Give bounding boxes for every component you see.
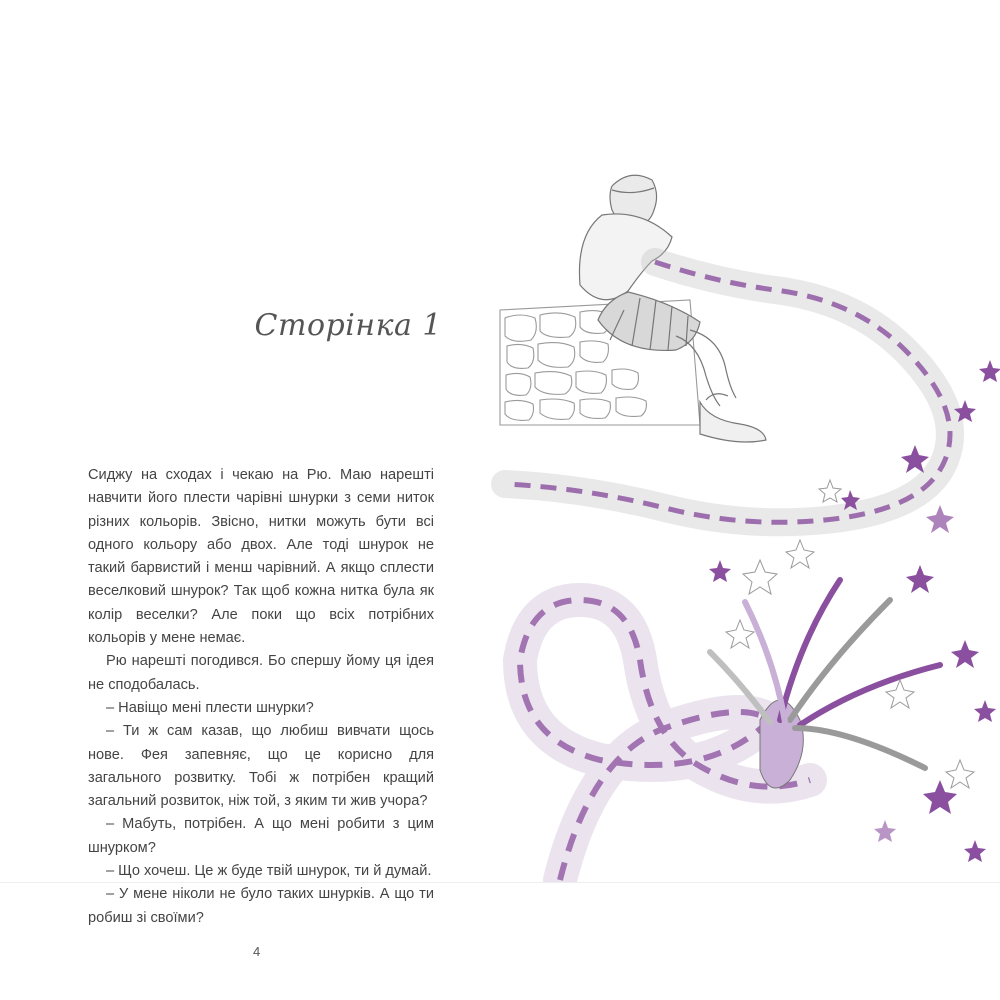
girl-figure [579,175,766,442]
paragraph: Сиджу на сходах і чекаю на Рю. Маю нарешті навчити його плести чарівні шнурки з семи ниток різних кольорів. Звісно, нитки можуть бути всі одного кольору або двох. Але тоді шнурок не такий барвистий і менш чарівний. А якщо сплести веселковий шнурок? Так щоб кожна нитка була як колір веселки? Але поки що всіх потрібних кольорів у мене немає. [88,467,434,647]
dialogue-line: – У мене ніколи не було таких шнурків. А що ти робиш зі своїми? [88,886,434,926]
dialogue-line: – Ти ж сам казав, що любиш вивчати щось нове. Фея запевняє, що це корисно для загального розвитку. Тобі ж потрібен кращий загальний розвиток, ніж той, з яким ти жив учора? [88,723,434,810]
dialogue-line: – Навіщо мені плести шнурки? [106,699,314,716]
illustration [490,160,1000,882]
chapter-title: Сторінка 1 [254,308,442,343]
dialogue-line: – Що хочеш. Це ж буде твій шнурок, ти й думай. [106,863,432,880]
ribbon-upper [505,262,950,522]
ribbon-loop [520,600,810,880]
dialogue-line: – Мабуть, потрібен. А що мені робити з цим шнурком? [88,816,434,856]
body-text [88,464,434,930]
paragraph: Рю нарешті погодився. Бо спершу йому ця ідея не сподобалась. [88,653,434,693]
page-number: 4 [253,944,261,959]
